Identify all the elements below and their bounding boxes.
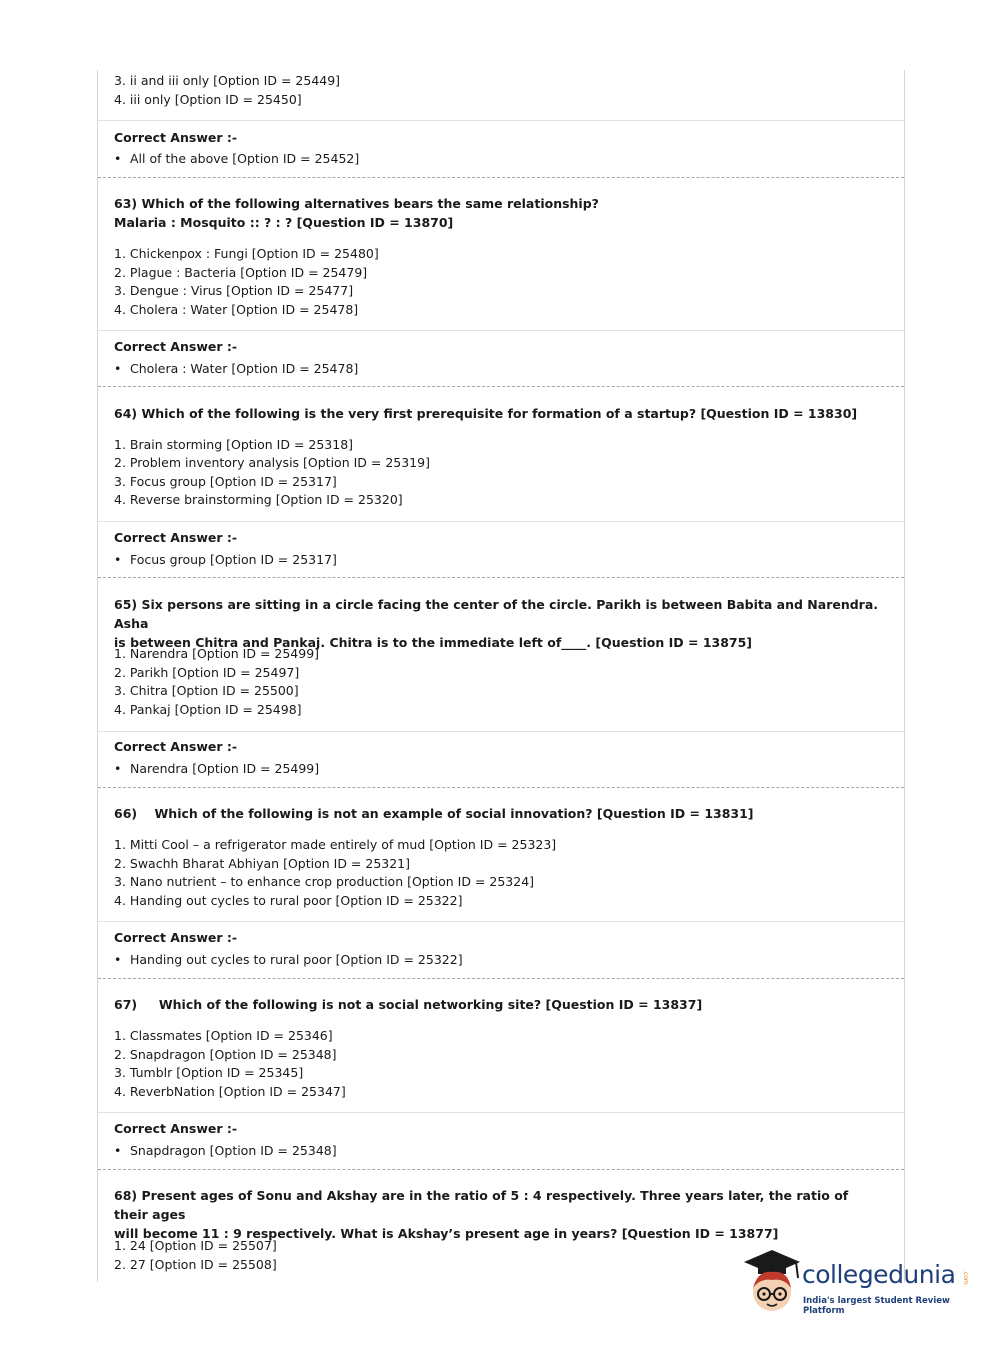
option-line: 4. Cholera : Water [Option ID = 25478] (114, 302, 359, 317)
question-66-text: 66) Which of the following is not an example of social innovation? [Question ID = 13831] (114, 806, 754, 821)
divider (98, 330, 904, 331)
option-line: 2. Parikh [Option ID = 25497] (114, 665, 300, 680)
divider (98, 521, 904, 522)
correct-answer: • Cholera : Water [Option ID = 25478] (114, 361, 359, 376)
option-line: 2. Plague : Bacteria [Option ID = 25479] (114, 265, 368, 280)
question-separator (98, 978, 904, 979)
correct-answer-label: Correct Answer :- (114, 930, 238, 945)
correct-answer: • Focus group [Option ID = 25317] (114, 552, 337, 567)
logo-suffix: .com (962, 1270, 969, 1285)
question-separator (98, 177, 904, 178)
option-line: 4. ReverbNation [Option ID = 25347] (114, 1084, 346, 1099)
question-separator (98, 1169, 904, 1170)
option-line: 1. Narendra [Option ID = 25499] (114, 646, 320, 661)
option-line: 1. Classmates [Option ID = 25346] (114, 1028, 333, 1043)
question-paper (97, 70, 905, 1282)
collegedunia-logo (740, 1248, 980, 1320)
divider (98, 921, 904, 922)
logo-wordmark: collegedunia (802, 1260, 956, 1289)
correct-answer-label: Correct Answer :- (114, 130, 238, 145)
option-line: 3. ii and iii only [Option ID = 25449] (114, 73, 341, 88)
correct-answer-label: Correct Answer :- (114, 1121, 238, 1136)
question-68-text: 68) Present ages of Sonu and Akshay are in the ratio of 5 : 4 respectively. Three years later, the ratio of their ages will become 11 : 9 respectively. What is Akshay’s present age in years? [Question ID = 13877] (114, 1188, 849, 1241)
correct-answer-label: Correct Answer :- (114, 339, 238, 354)
option-line: 4. Pankaj [Option ID = 25498] (114, 702, 302, 717)
option-line: 3. Nano nutrient – to enhance crop production [Option ID = 25324] (114, 874, 535, 889)
option-line: 4. Reverse brainstorming [Option ID = 25320] (114, 492, 403, 507)
question-65-text: 65) Six persons are sitting in a circle facing the center of the circle. Parikh is between Babita and Narendra. Asha is between Chitra and Pankaj. Chitra is to the immediate left of____. [Question ID = 13875] (114, 597, 879, 650)
question-separator (98, 386, 904, 387)
correct-answer: • Narendra [Option ID = 25499] (114, 761, 320, 776)
correct-answer-label: Correct Answer :- (114, 530, 238, 545)
logo-tagline: India's largest Student Review Platform (803, 1296, 950, 1316)
question-separator (98, 787, 904, 788)
divider (98, 1112, 904, 1113)
option-line: 2. Swachh Bharat Abhiyan [Option ID = 25321] (114, 856, 411, 871)
option-line: 1. Chickenpox : Fungi [Option ID = 25480] (114, 246, 379, 261)
option-line: 1. Brain storming [Option ID = 25318] (114, 437, 354, 452)
divider (98, 731, 904, 732)
question-separator (98, 577, 904, 578)
question-63-text: 63) Which of the following alternatives bears the same relationship? Malaria : Mosquito :: ? : ? [Question ID = 13870] (114, 196, 599, 230)
option-line: 1. Mitti Cool – a refrigerator made entirely of mud [Option ID = 25323] (114, 837, 557, 852)
option-line: 2. 27 [Option ID = 25508] (114, 1257, 277, 1272)
option-line: 3. Chitra [Option ID = 25500] (114, 683, 299, 698)
option-line: 1. 24 [Option ID = 25507] (114, 1238, 277, 1253)
correct-answer: • Handing out cycles to rural poor [Option ID = 25322] (114, 952, 463, 967)
question-64-text: 64) Which of the following is the very first prerequisite for formation of a startup? [Question ID = 13830] (114, 406, 858, 421)
option-line: 2. Problem inventory analysis [Option ID = 25319] (114, 455, 430, 470)
option-line: 3. Focus group [Option ID = 25317] (114, 474, 337, 489)
divider (98, 120, 904, 121)
mascot-icon (740, 1248, 802, 1320)
option-line: 3. Tumblr [Option ID = 25345] (114, 1065, 304, 1080)
correct-answer-label: Correct Answer :- (114, 739, 238, 754)
option-line: 4. Handing out cycles to rural poor [Option ID = 25322] (114, 893, 463, 908)
option-line: 2. Snapdragon [Option ID = 25348] (114, 1047, 337, 1062)
correct-answer: • Snapdragon [Option ID = 25348] (114, 1143, 337, 1158)
correct-answer: • All of the above [Option ID = 25452] (114, 151, 360, 166)
option-line: 4. iii only [Option ID = 25450] (114, 92, 302, 107)
question-67-text: 67) Which of the following is not a social networking site? [Question ID = 13837] (114, 997, 703, 1012)
option-line: 3. Dengue : Virus [Option ID = 25477] (114, 283, 354, 298)
